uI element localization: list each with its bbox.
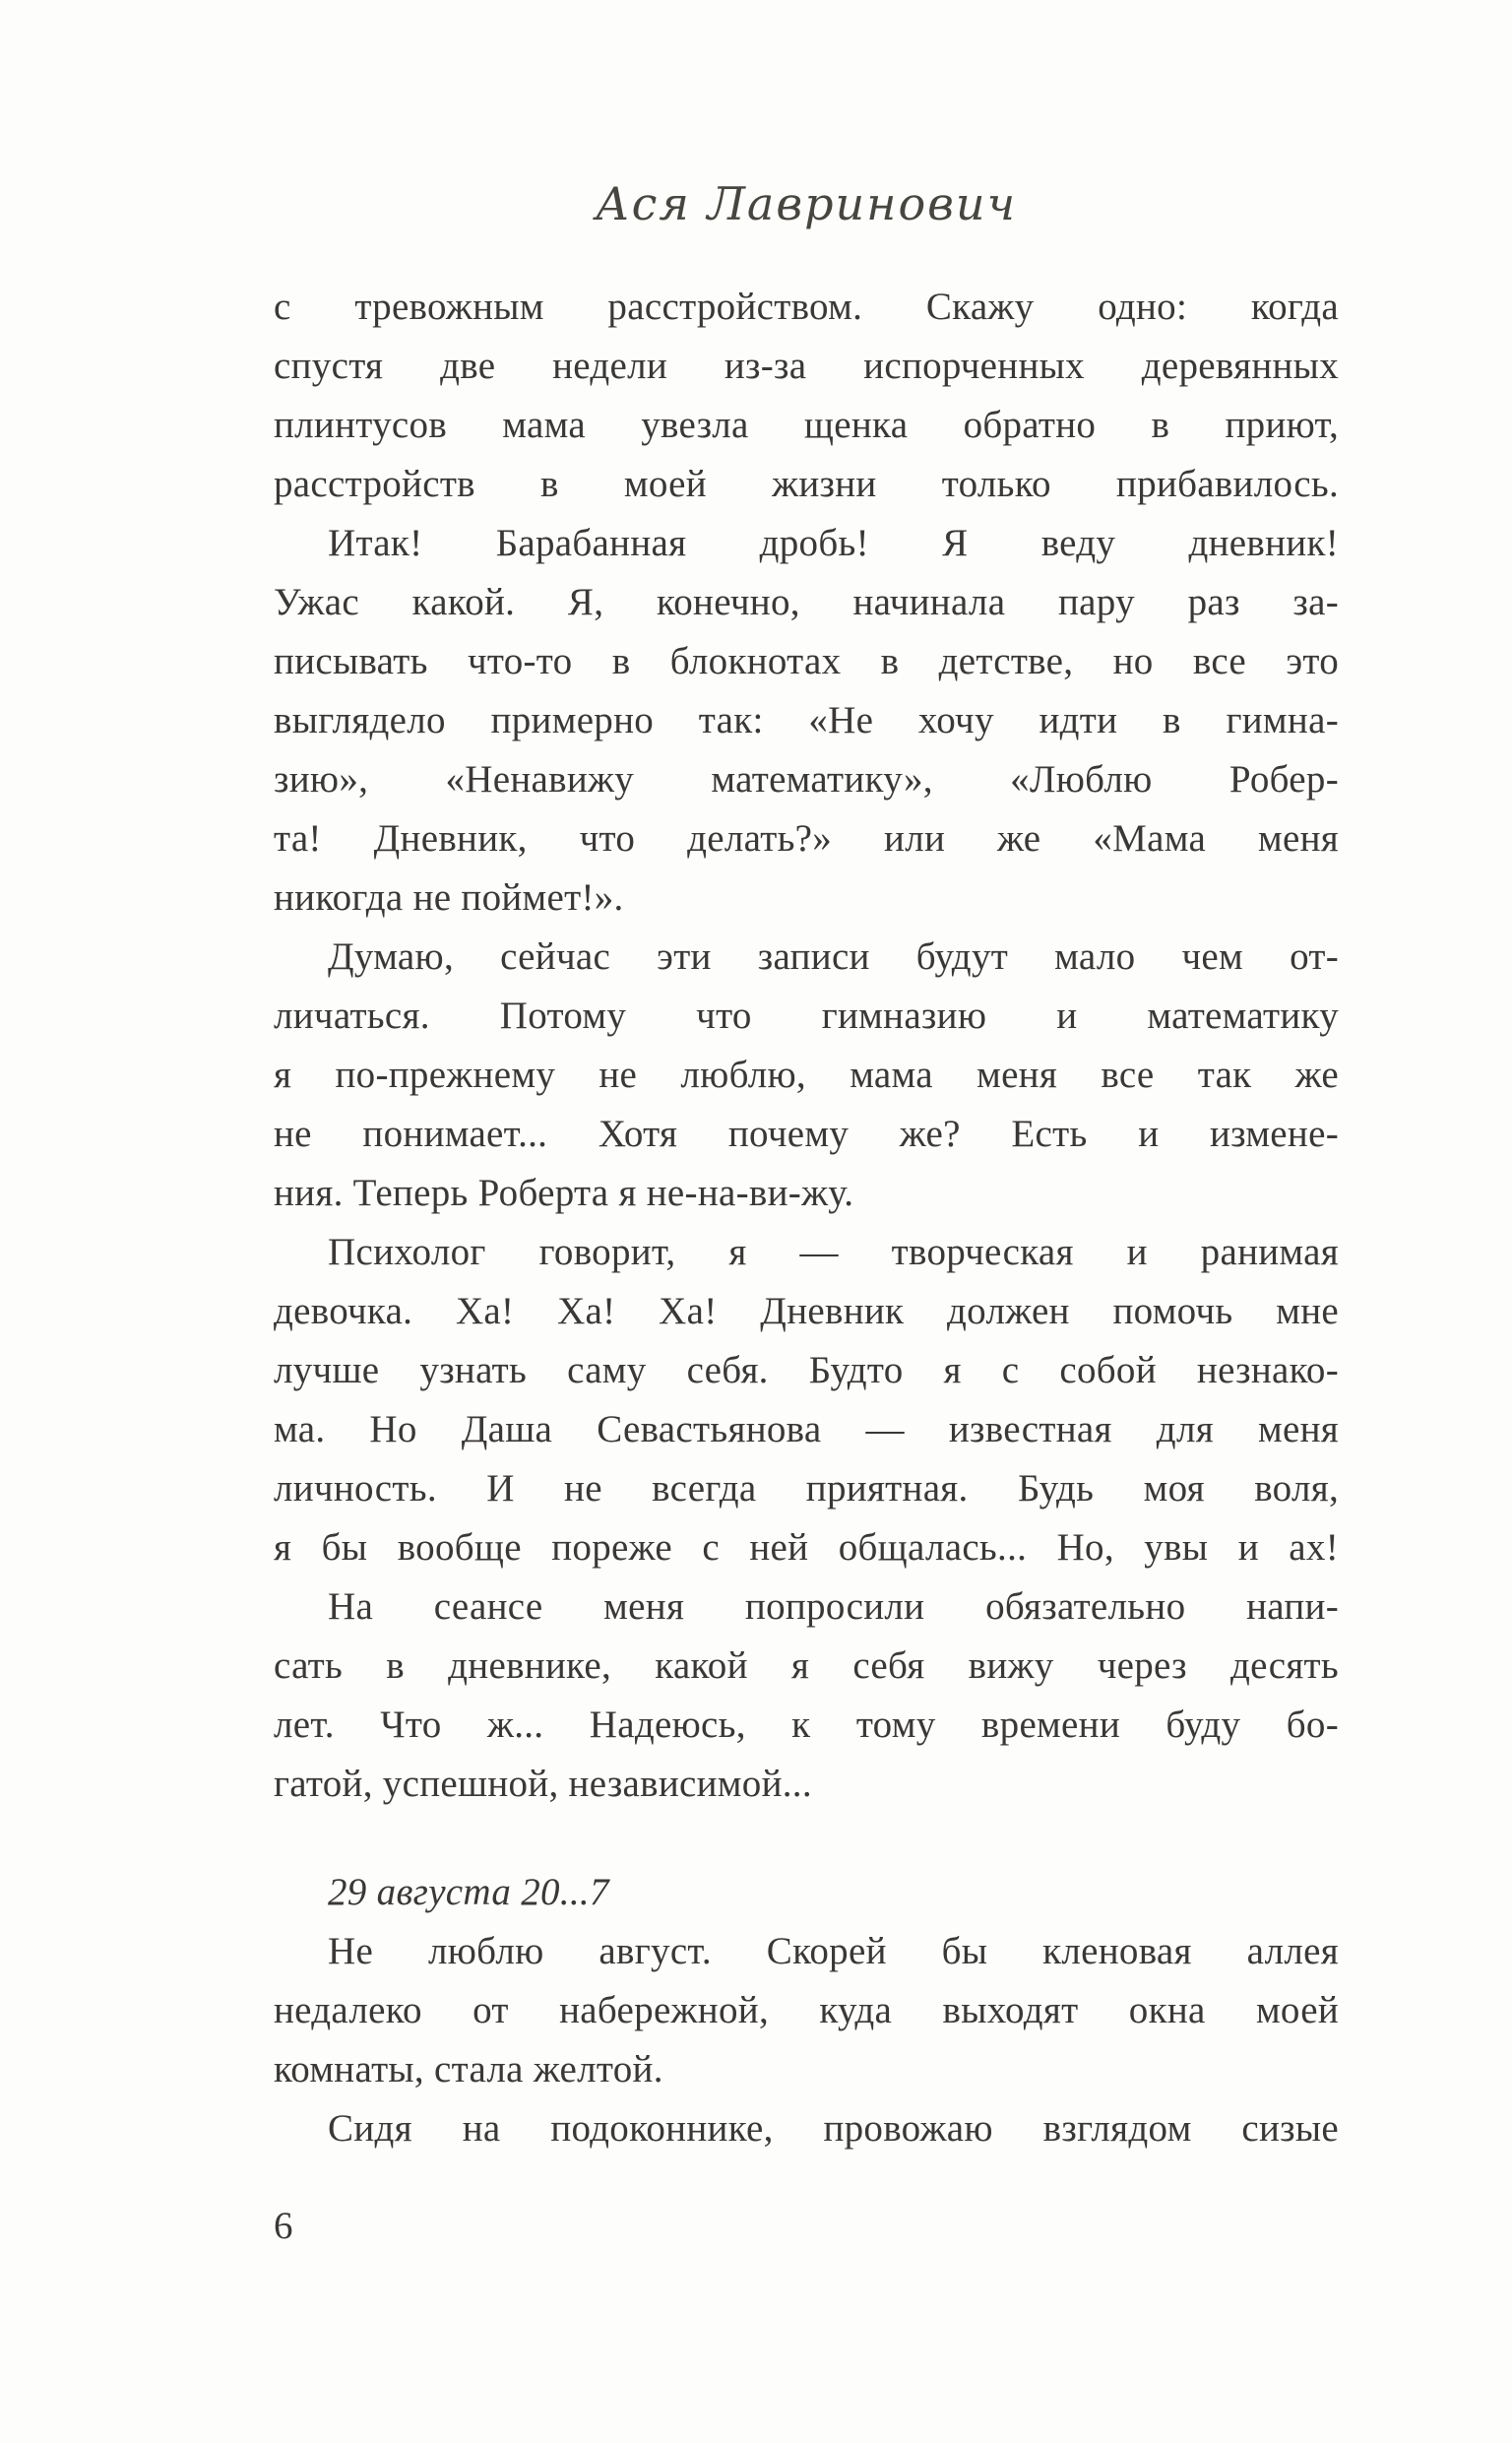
text-line: комнаты, стала желтой. [274,2048,663,2090]
text-line: Не люблю август. Скорей бы кленовая аллея [328,1930,1339,1972]
text-line: та! Дневник, что делать?» или же «Мама меня [274,817,1339,860]
text-line: лет. Что ж... Надеюсь, к тому времени буду бо- [274,1704,1339,1746]
text-line: ния. Теперь Роберта я не-на-ви-жу. [274,1172,854,1214]
text-line: никогда не поймет!». [274,876,624,919]
text-line: писывать что-то в блокнотах в детстве, но все это [274,640,1339,682]
diary-date-line: 29 августа 20...7 [328,1871,609,1913]
text-line: На сеансе меня попросили обязательно напи- [328,1585,1339,1628]
text-line: Думаю, сейчас эти записи будут мало чем от- [328,935,1339,978]
text-line: Психолог говорит, я — творческая и ранимая [328,1231,1339,1273]
text-line: лучше узнать саму себя. Будто я с собой незнако- [274,1349,1339,1391]
text-line: выглядело примерно так: «Не хочу идти в гимна- [274,699,1339,741]
text-line: личность. И не всегда приятная. Будь моя воля, [274,1467,1339,1510]
text-line: недалеко от набережной, куда выходят окна моей [274,1989,1339,2031]
text-line: я бы вообще пореже с ней общалась... Но, увы и ах! [274,1526,1339,1569]
text-line: ма. Но Даша Севастьянова — известная для меня [274,1408,1339,1450]
text-line: Ужас какой. Я, конечно, начинала пару раз за- [274,581,1339,623]
text-line: я по-прежнему не люблю, мама меня все так же [274,1054,1339,1096]
text-line: не понимает... Хотя почему же? Есть и измене- [274,1113,1339,1155]
page-number: 6 [274,2205,293,2247]
running-header: Ася Лавринович [595,177,1018,230]
text-line: с тревожным расстройством. Скажу одно: когда [274,286,1339,328]
text-line: расстройств в моей жизни только прибавилось. [274,463,1339,505]
text-line: личаться. Потому что гимназию и математику [274,995,1339,1037]
text-line: сать в дневнике, какой я себя вижу через десять [274,1644,1339,1687]
text-line: Итак! Барабанная дробь! Я веду дневник! [328,522,1339,564]
text-line: плинтусов мама увезла щенка обратно в приют, [274,404,1339,446]
text-line: зию», «Ненавижу математику», «Люблю Робер- [274,758,1339,801]
text-line: девочка. Ха! Ха! Ха! Дневник должен помочь мне [274,1290,1339,1332]
text-line: спустя две недели из-за испорченных деревянных [274,345,1339,387]
text-line: гатой, успешной, независимой... [274,1763,812,1805]
text-line: Сидя на подоконнике, провожаю взглядом сизые [328,2107,1339,2150]
page-text-block [274,278,1339,2158]
